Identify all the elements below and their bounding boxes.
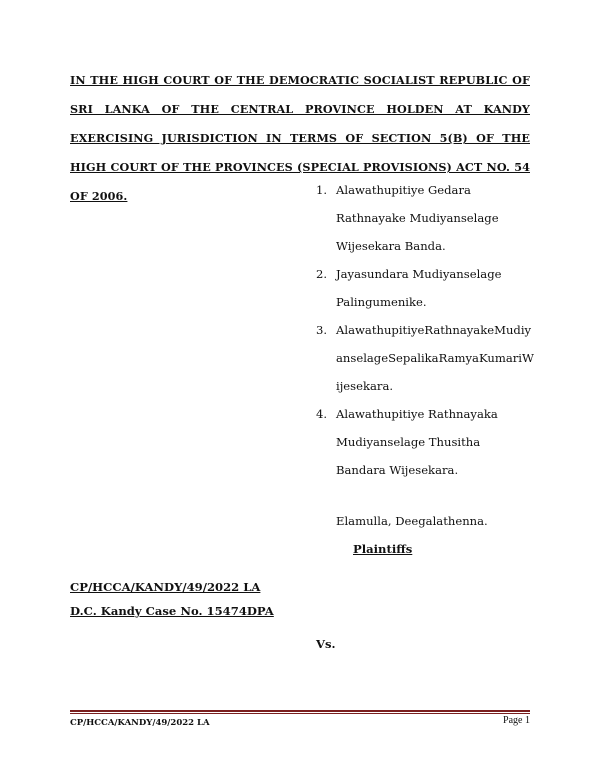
plaintiff-item [316,316,536,400]
plaintiff-name-line: Jayasundara Mudiyanselage [336,267,502,281]
footer-rule [70,710,530,712]
plaintiffs-list [316,176,536,484]
plaintiff-name-line: anselageSepalikaRamyaKumariW [336,351,534,365]
list-number: 4. [316,407,328,421]
plaintiff-name-line: AlawathupitiyeRathnayakeMudiy [336,323,532,337]
list-number: 3. [316,323,328,337]
footer-rule-thin [70,713,530,714]
appeal-case-number: CP/HCCA/KANDY/49/2022 LA [70,580,261,594]
list-number: 1. [316,183,328,197]
plaintiff-name-line: Alawathupitiye Gedara [336,183,471,197]
plaintiffs-address: Elamulla, Deegalathenna. [336,514,488,528]
plaintiffs-label: Plaintiffs [353,542,413,556]
list-number: 2. [316,267,328,281]
court-heading: IN THE HIGH COURT OF THE DEMOCRATIC SOCIALIST REPUBLIC OF SRI LANKA OF THE CENTRAL PROVINCE HOLDEN AT KANDY EXERCISING JURISDICTION IN TERMS OF SECTION 5(B) OF THE HIGH COURT OF THE PROVINCES (SPECIAL PROVISIONS) ACT NO. 54 OF 2006. [70,73,530,203]
plaintiff-name-line: ijesekara. [336,379,394,393]
versus-label: Vs. [316,637,336,651]
plaintiff-item [316,260,536,316]
plaintiff-name-line: Rathnayake Mudiyanselage [336,211,499,225]
plaintiff-name-line: Bandara Wijesekara. [336,463,459,477]
plaintiff-name-line: Palingumenike. [336,295,427,309]
district-court-case-number: D.C. Kandy Case No. 15474DPA [70,604,274,618]
plaintiff-item [316,400,536,484]
plaintiff-name-line: Mudiyanselage Thusitha [336,435,481,449]
page-number: Page 1 [503,715,530,726]
plaintiff-name-line: Alawathupitiye Rathnayaka [336,407,498,421]
plaintiff-name-line: Wijesekara Banda. [336,239,446,253]
footer-case-ref: CP/HCCA/KANDY/49/2022 LA [70,718,210,728]
plaintiff-item [316,176,536,260]
